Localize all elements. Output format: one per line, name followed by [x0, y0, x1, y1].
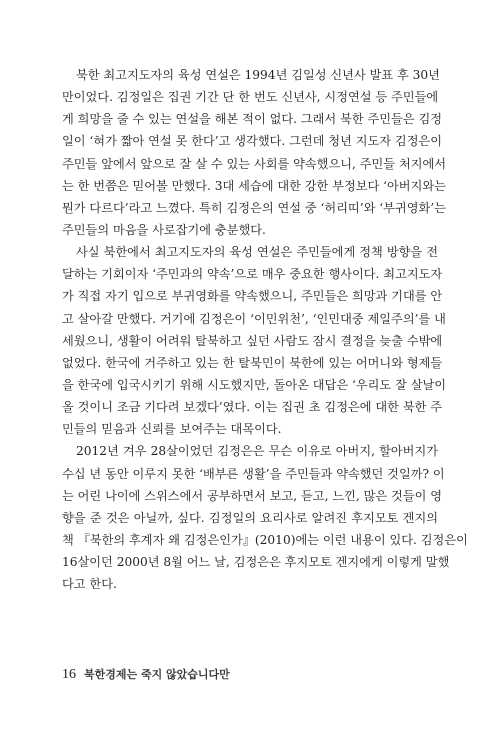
text-line: 수십 년 동안 이루지 못한 ‘배부른 생활’을 주민들과 약속했던 것일까? 이	[62, 466, 445, 481]
paragraph-1	[62, 64, 447, 241]
text-line: 주민들의 마음을 사로잡기에 충분했다.	[62, 222, 266, 237]
text-line: 달하는 기회이자 ‘주민과의 약속’으로 매우 중요한 행사이다. 최고지도자	[62, 267, 443, 282]
page-number: 16	[62, 667, 76, 682]
text-line: 게 희망을 줄 수 있는 연설을 해본 적이 없다. 그래서 북한 주민들은 김정	[62, 112, 443, 127]
running-title: 북한경제는 죽지 않았습니다만	[84, 668, 230, 681]
text-line: 2012년 겨우 28살이었던 김정은은 무슨 이유로 아버지, 할아버지가	[76, 444, 438, 459]
text-line: 세웠으니, 생활이 어려워 탈북하고 싶던 사람도 잠시 결정을 늦출 수밖에	[62, 333, 443, 348]
page-footer	[62, 666, 230, 683]
text-line: 일이 ‘혀가 짧아 연설 못 한다’고 생각했다. 그런데 청년 지도자 김정은이	[62, 134, 443, 149]
text-line: 을 한국에 입국시키기 위해 시도했지만, 돌아온 대답은 ‘우리도 잘 살날이	[62, 377, 447, 392]
text-line: 주민들 앞에서 앞으로 잘 살 수 있는 사회를 약속했으니, 주민들 처지에서	[62, 156, 447, 171]
text-line: 향을 준 것은 아닐까, 싶다. 김정일의 요리사로 알려진 후지모토 겐지의	[62, 510, 438, 525]
text-line: 16살이던 2000년 8월 어느 날, 김정은은 후지모토 겐지에게 이렇게 말했	[62, 555, 450, 570]
paragraph-2	[62, 241, 447, 440]
text-line: 가 직접 자기 입으로 부귀영화를 약속했으니, 주민들은 희망과 기대를 안	[62, 289, 443, 304]
text-line: 고 살아갈 만했다. 거기에 김정은이 ‘이민위천’, ‘인민대중 제일주의’를 내	[62, 311, 446, 326]
paragraph-3	[62, 440, 468, 595]
text-line: 책 『북한의 후계자 왜 김정은인가』(2010)에는 이런 내용이 있다. 김정은이	[62, 532, 468, 547]
text-line: 북한 최고지도자의 육성 연설은 1994년 김일성 신년사 발표 후 30년	[76, 68, 440, 82]
text-line: 는 어린 나이에 스위스에서 공부하면서 보고, 듣고, 느낀, 많은 것들이 영	[62, 488, 443, 503]
text-line: 만이었다. 김정일은 집권 기간 단 한 번도 신년사, 시정연설 등 주민들에	[62, 90, 439, 105]
text-line: 올 것이니 조금 기다려 보겠다’였다. 이는 집권 초 김정은에 대한 북한 주	[62, 400, 443, 415]
text-line: 다고 한다.	[62, 577, 117, 592]
text-line: 없었다. 한국에 거주하고 있는 한 탈북민이 북한에 있는 어머니와 형제들	[62, 355, 443, 370]
text-line: 뭔가 다르다’라고 느꼈다. 특히 김정은의 연설 중 ‘허리띠’와 ‘부귀영화’는	[62, 200, 446, 215]
text-line: 는 한 번쯤은 믿어볼 만했다. 3대 세습에 대한 강한 부정보다 ‘아버지와는	[62, 178, 446, 193]
page-body	[62, 64, 468, 595]
text-line: 민들의 믿음과 신뢰를 보여주는 대목이다.	[62, 422, 282, 437]
text-line: 사실 북한에서 최고지도자의 육성 연설은 주민들에게 정책 방향을 전	[76, 245, 438, 260]
